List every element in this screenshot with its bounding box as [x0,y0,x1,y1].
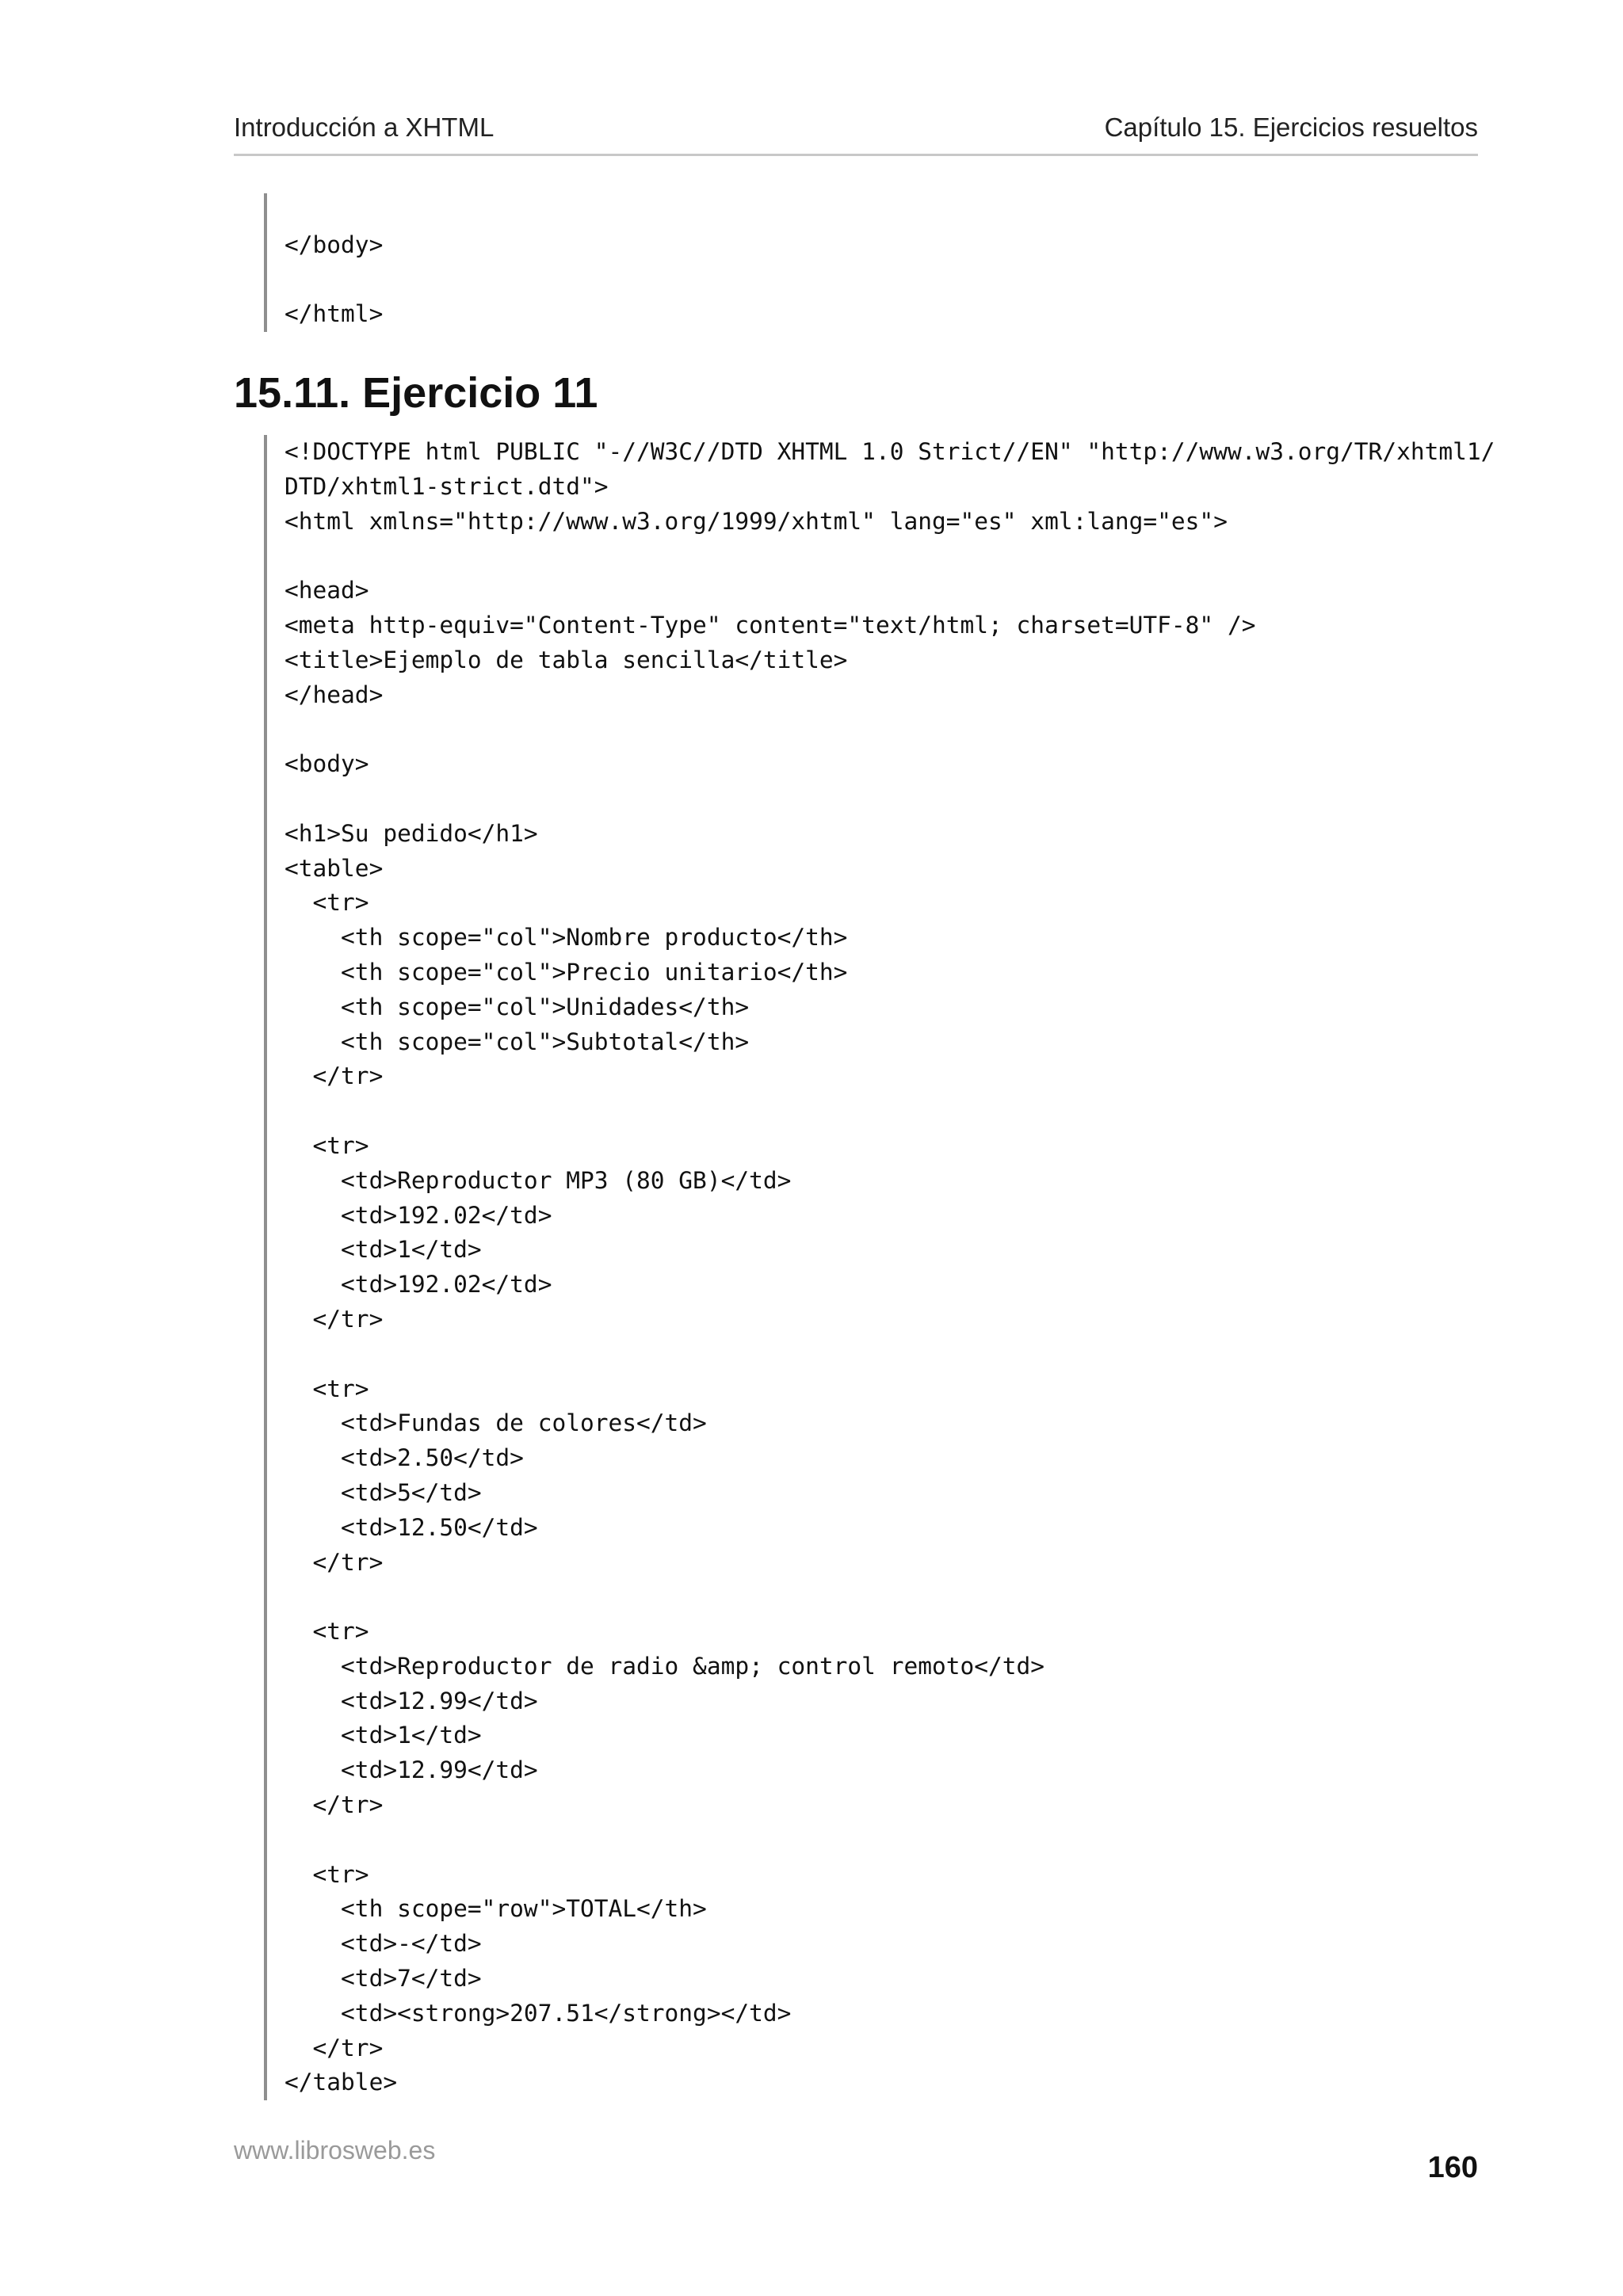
code-block-main [264,435,1495,2100]
code-line: <meta http-equiv="Content-Type" content="text/html; charset=UTF-8" /> [285,611,1256,639]
code-line: <th scope="col">Subtotal</th> [285,1028,750,1055]
code-line: <td>12.99</td> [285,1687,538,1714]
code-line: </body> [285,231,384,258]
code-line: </tr> [285,1305,384,1333]
code-line: <tr> [285,1618,369,1646]
code-line: <td>1</td> [285,1236,482,1264]
chapter-title: Capítulo 15. Ejercicios resueltos [1104,113,1478,142]
code-line: </tr> [285,2034,384,2061]
code-line: <th scope="col">Unidades</th> [285,993,750,1020]
code-line: <tr> [285,1375,369,1402]
page-number: 160 [1427,2151,1478,2184]
code-line: <!DOCTYPE html PUBLIC "-//W3C//DTD XHTML 1.0 Strict//EN" "http://www.w3.org/TR/xhtml1/ [285,438,1495,465]
code-line: <td>1</td> [285,1722,482,1749]
code-line: <table> [285,854,384,882]
code-line: <td>Reproductor de radio &amp; control remoto</td> [285,1652,1045,1680]
code-line: </tr> [285,1791,384,1819]
code-line [285,712,1489,747]
code-line [285,1823,1489,1858]
code-line [285,263,1489,298]
code-line: <td>-</td> [285,1930,482,1958]
page-header [234,109,1478,156]
code-line: <td>192.02</td> [285,1201,552,1229]
code-line [285,539,1489,574]
book-title: Introducción a XHTML [234,113,495,142]
code-line: </head> [285,681,384,708]
code-line: <tr> [285,889,369,917]
code-line: <head> [285,577,369,605]
code-line: <h1>Su pedido</h1> [285,819,538,847]
code-line: <html xmlns="http://www.w3.org/1999/xhtml" lang="es" xml:lang="es"> [285,507,1228,535]
code-line: <td>12.50</td> [285,1513,538,1541]
code-line: <tr> [285,1860,369,1888]
section-title: 15.11. Ejercicio 11 [234,369,598,417]
code-line: <td><strong>207.51</strong></td> [285,1999,792,2027]
code-line: <td>2.50</td> [285,1444,524,1472]
code-line [285,1337,1489,1372]
code-line: <td>Reproductor MP3 (80 GB)</td> [285,1166,792,1194]
code-block-top [264,193,1489,332]
code-line [285,1580,1489,1615]
code-line: <th scope="row">TOTAL</th> [285,1895,707,1923]
code-line: </table> [285,2069,398,2096]
code-line: <td>192.02</td> [285,1271,552,1299]
code-line: <td>7</td> [285,1965,482,1993]
code-line: </tr> [285,1062,384,1090]
code-line: <th scope="col">Precio unitario</th> [285,958,848,986]
code-line: <title>Ejemplo de tabla sencilla</title> [285,646,848,673]
code-line [285,1094,1489,1129]
code-line: </tr> [285,1548,384,1576]
code-line [285,193,1489,228]
footer-url: www.librosweb.es [234,2136,436,2164]
code-line: <td>12.99</td> [285,1756,538,1784]
code-line: <td>5</td> [285,1478,482,1506]
code-line: <body> [285,750,369,778]
code-line: DTD/xhtml1-strict.dtd"> [285,472,609,500]
code-line [285,782,1489,817]
code-line: </html> [285,300,384,328]
code-line: <td>Fundas de colores</td> [285,1409,707,1437]
code-line: <tr> [285,1131,369,1159]
code-line: <th scope="col">Nombre producto</th> [285,924,848,952]
